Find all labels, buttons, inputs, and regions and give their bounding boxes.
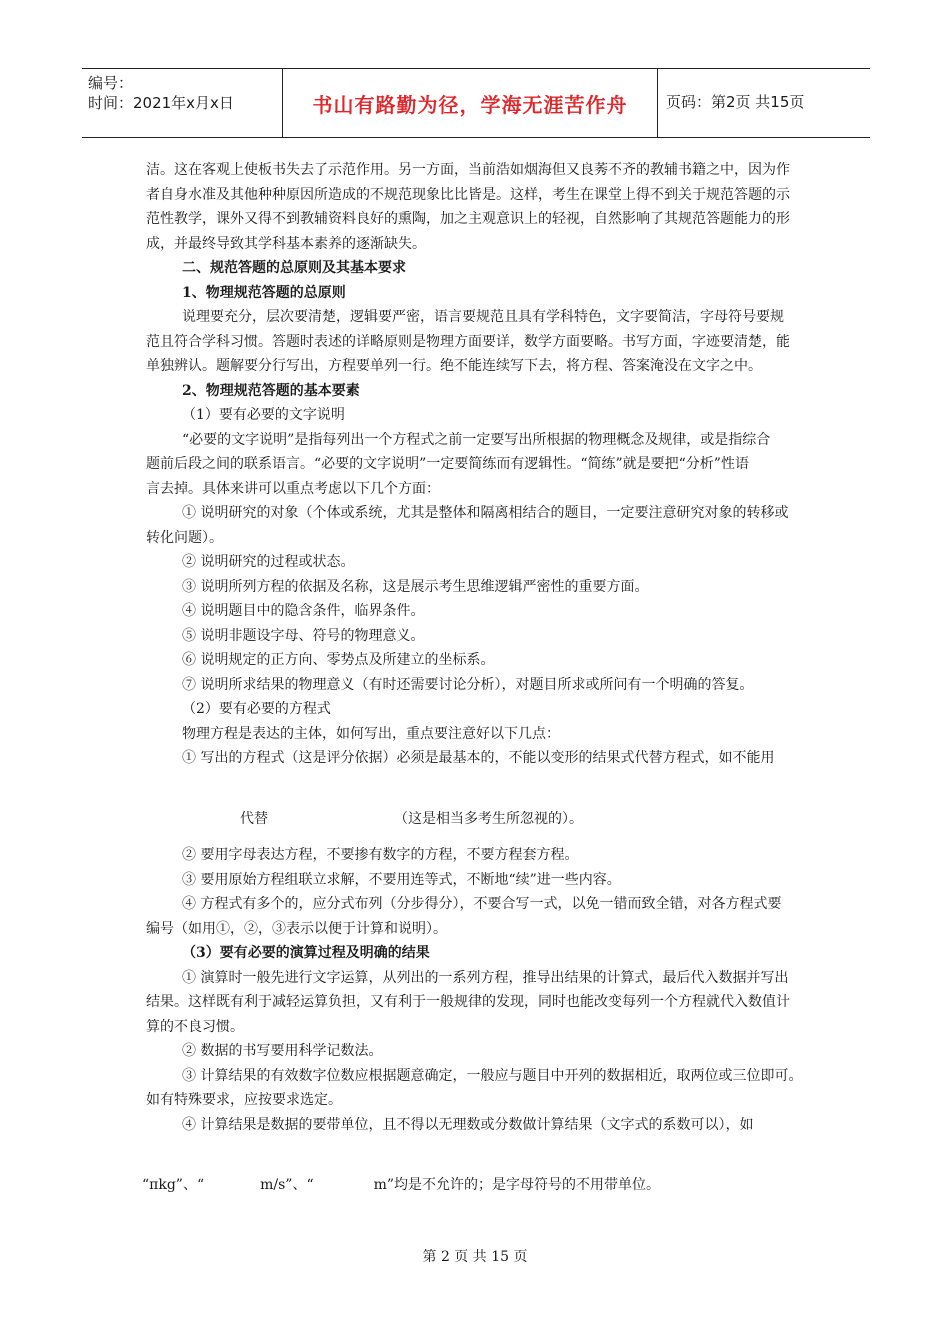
paragraph-line: 范性教学，课外又得不到教辅资料良好的熏陶，加之主观意识上的轻视，自然影响了其规范答题能力的形 (146, 211, 790, 227)
list-item: 结果。这样既有利于减轻运算负担，又有利于一般规律的发现，同时也能改变每列一个方程就代入数值计 (146, 994, 790, 1010)
paragraph-line: “必要的文字说明”是指每列出一个方程式之前一定要写出所根据的物理概念及规律，或是指综合 (182, 431, 771, 448)
list-item: ③ 计算结果的有效数字位数应根据题意确定，一般应与题目中开列的数据相近，取两位或三位即可。 (182, 1067, 803, 1084)
page-header (82, 68, 870, 138)
list-item: ① 演算时一般先进行文字运算，从列出的一系列方程，推导出结果的计算式，最后代入数据并写出 (182, 969, 789, 986)
section-heading: 二、规范答题的总原则及其基本要求 (182, 260, 406, 276)
paragraph-line: 者自身水准及其他种种原因所造成的不规范现象比比皆是。这样，考生在课堂上得不到关于规范答题的示 (146, 186, 790, 203)
item-heading: （2）要有必要的方程式 (182, 701, 331, 717)
paragraph-line: 单独辨认。题解要分行写出，方程要单列一行。绝不能连续写下去，将方程、答案淹没在文字之中。 (146, 358, 762, 374)
list-item: ③ 要用原始方程组联立求解，不要用连等式，不断地“续”进一些内容。 (182, 871, 621, 888)
spacer (146, 831, 808, 843)
list-item: ④ 计算结果是数据的要带单位，且不得以无理数或分数做计算结果（文字式的系数可以），如 (182, 1116, 754, 1133)
document-body (142, 158, 808, 1198)
list-item: ④ 说明题目中的隐含条件，临界条件。 (182, 603, 425, 619)
page-footer (0, 1246, 950, 1266)
replace-word: 代替 (240, 810, 268, 827)
header-motto-cell (282, 69, 658, 137)
subsection-heading: 2、物理规范答题的基本要素 (182, 382, 360, 399)
paragraph-line: 言去掉。具体来讲可以重点考虑以下几个方面： (146, 480, 440, 497)
replace-note: （这是相当多考生所忽视的）。 (394, 810, 583, 827)
paragraph-line: 物理方程是表达的主体，如何写出，重点要注意好以下几点： (182, 725, 560, 742)
list-item: 算的不良习惯。 (146, 1018, 244, 1035)
list-item: 编号（如用①，②，③表示以便于计算和说明）。 (146, 920, 447, 937)
equation-placeholder (146, 1137, 808, 1173)
list-item: ⑦ 说明所求结果的物理意义（有时还需要讨论分析），对题目所求或所问有一个明确的答复。 (182, 676, 754, 693)
list-item: ② 要用字母表达方程，不要掺有数字的方程，不要方程套方程。 (182, 847, 579, 863)
header-left-cell (82, 69, 282, 137)
doc-number-label: 编号： (88, 74, 134, 92)
equation-line (146, 807, 808, 832)
unit-example-2: m/s”、“ (260, 1177, 314, 1193)
header-page-cell (658, 69, 870, 137)
list-item: ② 数据的书写要用科学记数法。 (182, 1043, 383, 1059)
doc-time-label: 时间：2021年x月x日 (88, 94, 234, 112)
footer-page-number: 第 2 页 共 15 页 (422, 1249, 528, 1265)
list-item: 如有特殊要求，应按要求选定。 (146, 1092, 342, 1108)
list-item: ② 说明研究的过程或状态。 (182, 554, 355, 570)
unit-example-3: m”均是不允许的；是字母符号的不用带单位。 (373, 1177, 661, 1193)
paragraph-line: 说理要充分，层次要清楚，逻辑要严密，语言要规范且具有学科特色，文字要简洁，字母符号要规 (182, 309, 784, 325)
paragraph-line: 题前后段之间的联系语言。“必要的文字说明”一定要简练而有逻辑性。“简练”就是要把“分析”性语 (146, 456, 749, 472)
unit-examples-line (142, 1173, 808, 1198)
list-item: ③ 说明所列方程的依据及名称，这是展示考生思维逻辑严密性的重要方面。 (182, 578, 649, 595)
list-item: ④ 方程式有多个的，应分式布列（分步得分），不要合写一式，以免一错而致全错，对各方程式要 (182, 896, 782, 912)
item-heading: （3）要有必要的演算过程及明确的结果 (182, 945, 430, 961)
list-item: ① 说明研究的对象（个体或系统，尤其是整体和隔离相结合的题目，一定要注意研究对象的转移或 (182, 505, 789, 521)
paragraph-line: 范且符合学科习惯。答题时表述的详略原则是物理方面要详，数学方面要略。书写方面，字迹要清楚，能 (146, 333, 790, 350)
subsection-heading: 1、物理规范答题的总原则 (182, 284, 346, 301)
list-item: 转化问题）。 (146, 529, 223, 546)
equation-placeholder (146, 771, 808, 807)
item-heading: （1）要有必要的文字说明 (182, 407, 345, 423)
paragraph-line: 洁。这在客观上使板书失去了示范作用。另一方面，当前浩如烟海但又良莠不齐的教辅书籍之中，因为作 (146, 162, 790, 178)
header-page-label: 页码：第2页 共15页 (666, 93, 805, 111)
paragraph-line: 成，并最终导致其学科基本素养的逐渐缺失。 (146, 235, 426, 252)
unit-example-1: “πkg”、“ (142, 1177, 205, 1193)
list-item: ① 写出的方程式（这是评分依据）必须是最基本的，不能以变形的结果式代替方程式，如不能用 (182, 750, 775, 766)
list-item: ⑥ 说明规定的正方向、零势点及所建立的坐标系。 (182, 652, 495, 668)
header-motto: 书山有路勤为径，学海无涯苦作舟 (312, 93, 628, 117)
list-item: ⑤ 说明非题设字母、符号的物理意义。 (182, 627, 425, 644)
